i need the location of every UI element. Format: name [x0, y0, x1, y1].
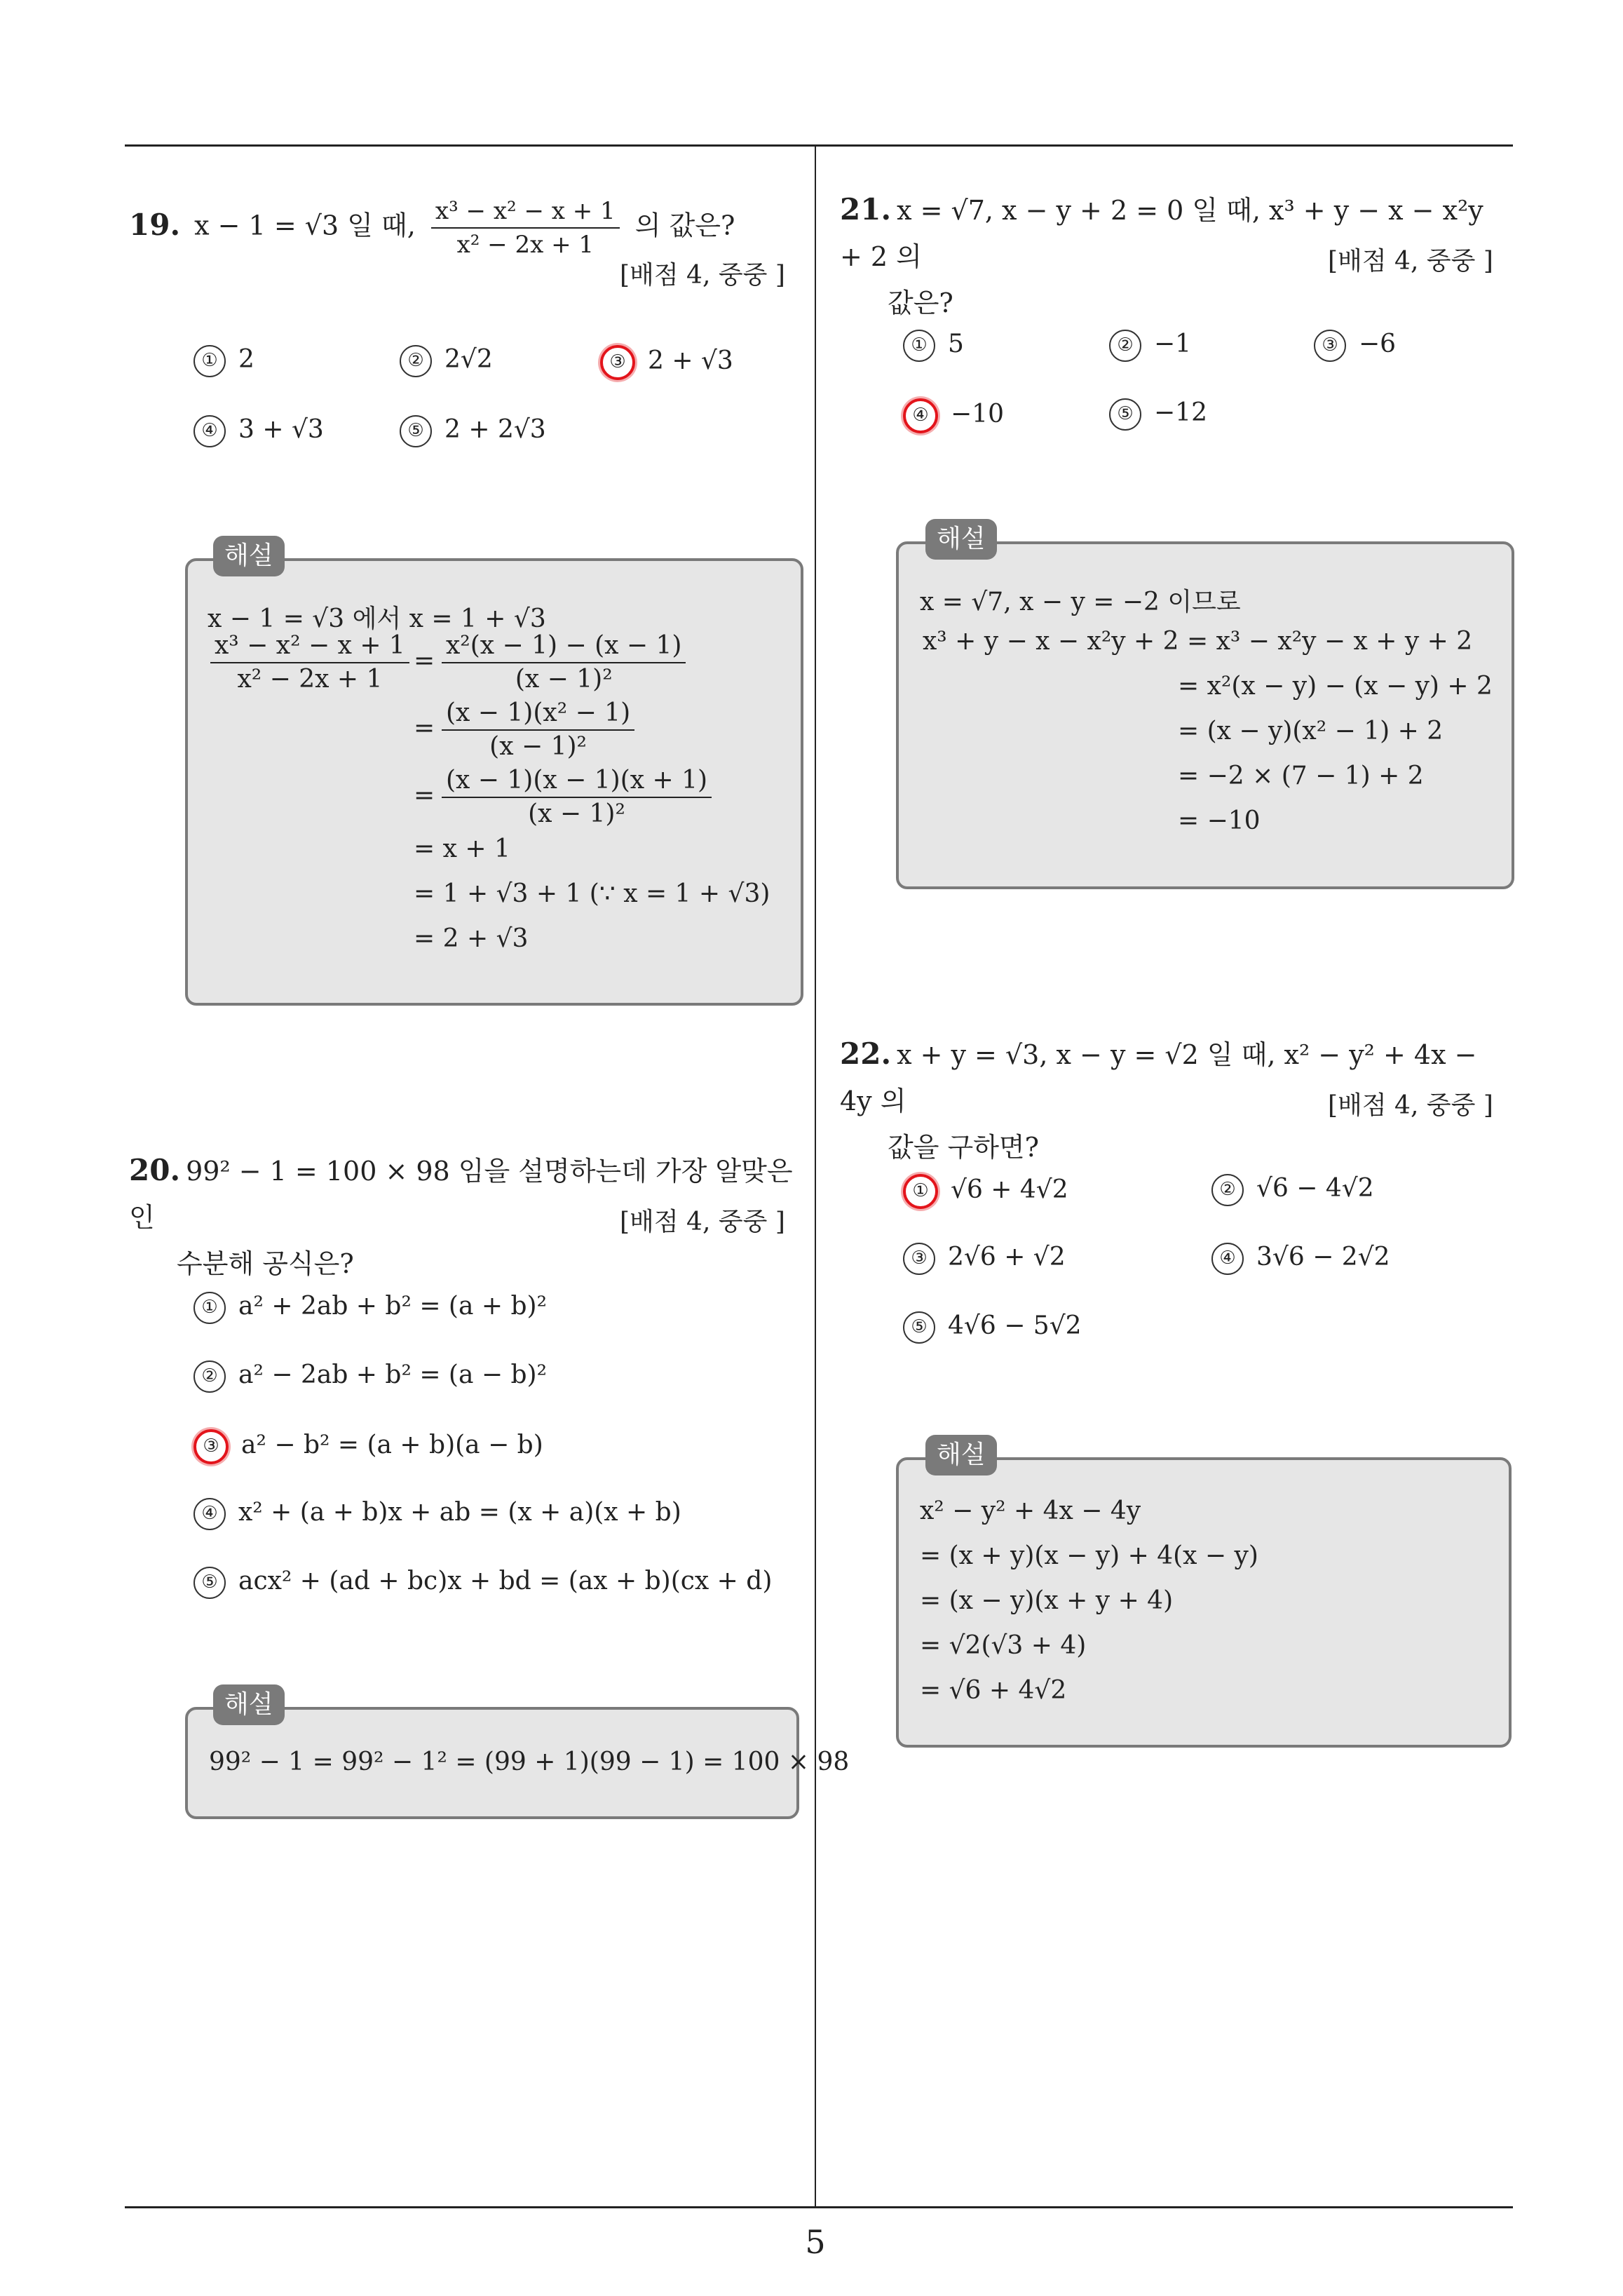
- choice-mark: ⑤: [903, 1311, 935, 1344]
- question-number: 22.: [840, 1036, 892, 1071]
- choice-text: x² + (a + b)x + ab = (x + a)(x + b): [238, 1498, 681, 1527]
- page-number: 5: [805, 2223, 826, 2261]
- score-label: [배점 4, 중중 ]: [1328, 1091, 1493, 1120]
- solution-line: = −2 × (7 − 1) + 2: [1178, 762, 1424, 790]
- fraction-denominator: (x − 1)²: [528, 799, 625, 828]
- choice-text: 2 + 2√3: [444, 415, 546, 444]
- fraction-numerator: x²(x − 1) − (x − 1): [442, 630, 686, 663]
- solution-line: x³ + y − x − x²y + 2 = x³ − x²y − x + y + 2: [923, 627, 1473, 656]
- solution-tab: 해설: [213, 536, 285, 576]
- solution-line: = (x + y)(x − y) + 4(x − y): [920, 1541, 1258, 1570]
- choice-3-selected[interactable]: [193, 1429, 543, 1464]
- choice-text: 2: [238, 345, 254, 374]
- fraction-denominator: (x − 1)²: [515, 665, 613, 694]
- choice-5[interactable]: [903, 1311, 1082, 1344]
- solution-lhs-fraction: [210, 630, 409, 696]
- selected-circle-mark: ③: [193, 1429, 229, 1464]
- choice-mark: ①: [193, 345, 226, 377]
- choice-mark: ②: [1109, 330, 1141, 362]
- fraction-denominator: (x − 1)²: [489, 732, 587, 761]
- score-label: [배점 4, 중중 ]: [620, 261, 785, 290]
- choice-text: 3√6 − 2√2: [1256, 1243, 1390, 1271]
- choice-2[interactable]: [193, 1360, 547, 1393]
- choice-text: acx² + (ad + bc)x + bd = (ax + b)(cx + d): [238, 1567, 773, 1595]
- solution-line: 99² − 1 = 99² − 1² = (99 + 1)(99 − 1) = 100 × 98: [209, 1748, 850, 1776]
- selected-circle-mark: ④: [903, 398, 938, 433]
- choice-1[interactable]: [193, 1292, 547, 1324]
- fraction-numerator: (x − 1)(x − 1)(x + 1): [442, 764, 712, 798]
- choice-mark: ②: [400, 345, 432, 377]
- solution-tab: 해설: [213, 1684, 285, 1725]
- choice-text: a² + 2ab + b² = (a + b)²: [238, 1292, 548, 1321]
- question-text-line2: 값을 구하면?: [888, 1132, 1039, 1163]
- choice-text: √6 + 4√2: [951, 1175, 1068, 1204]
- choice-4[interactable]: [193, 1498, 681, 1530]
- question-text-line2: 값은?: [888, 288, 953, 318]
- selected-circle-mark: ①: [903, 1174, 938, 1209]
- solution-line: = √2(√3 + 4): [920, 1631, 1087, 1660]
- solution-line: = 1 + √3 + 1 (∵ x = 1 + √3): [414, 879, 770, 908]
- choice-mark: ②: [193, 1360, 226, 1393]
- solution-line: = √6 + 4√2: [920, 1676, 1067, 1705]
- choice-3[interactable]: [903, 1243, 1066, 1275]
- solution-fraction-1: [442, 630, 686, 696]
- choice-5[interactable]: [193, 1567, 772, 1599]
- choice-5[interactable]: [400, 415, 546, 447]
- fraction-numerator: x³ − x² − x + 1: [431, 195, 620, 229]
- choice-text: 4√6 − 5√2: [948, 1311, 1082, 1340]
- choice-1-selected[interactable]: [903, 1174, 1068, 1209]
- choice-mark: ⑤: [400, 415, 432, 447]
- choice-3[interactable]: [1314, 330, 1396, 362]
- solution-fraction-3: [442, 764, 712, 830]
- choice-mark: ②: [1211, 1174, 1244, 1206]
- solution-line: x − 1 = √3 에서 x = 1 + √3: [208, 605, 546, 633]
- choice-text: 2√6 + √2: [948, 1243, 1066, 1271]
- choice-4-selected[interactable]: [903, 398, 1004, 433]
- fraction-numerator: x³ − x² − x + 1: [210, 630, 409, 663]
- choice-mark: ④: [1211, 1243, 1244, 1275]
- choice-4[interactable]: [193, 415, 324, 447]
- choice-5[interactable]: [1109, 398, 1207, 431]
- choice-text: 2 + √3: [648, 346, 733, 375]
- selected-circle-mark: ③: [600, 345, 635, 380]
- equals-sign: =: [414, 647, 435, 675]
- question-text: x + y = √3, x − y = √2 일 때, x² − y² + 4x − 4y 의: [840, 1039, 1477, 1116]
- choice-1[interactable]: [193, 345, 254, 377]
- choice-mark: ①: [193, 1292, 226, 1324]
- choice-text: −1: [1154, 330, 1192, 358]
- score-label: [배점 4, 중중 ]: [1328, 247, 1493, 276]
- solution-line: = 2 + √3: [414, 924, 529, 953]
- choice-text: a² − b² = (a + b)(a − b): [241, 1431, 543, 1459]
- column-divider: [815, 146, 816, 2208]
- choice-mark: ⑤: [193, 1567, 226, 1599]
- choice-text: −10: [951, 400, 1004, 428]
- choice-mark: ①: [903, 330, 935, 362]
- top-rule: [125, 144, 1513, 147]
- solution-line: = x + 1: [414, 835, 510, 863]
- choice-mark: ④: [193, 415, 226, 447]
- bottom-rule: [125, 2206, 1513, 2208]
- choice-3-selected[interactable]: [600, 345, 733, 380]
- question-text-line2: 수분해 공식은?: [177, 1248, 354, 1279]
- choice-4[interactable]: [1211, 1243, 1390, 1275]
- question-text-end: 의 값은?: [634, 210, 735, 241]
- choice-text: 2√2: [444, 345, 493, 374]
- fraction-denominator: x² − 2x + 1: [456, 231, 595, 259]
- score-label: [배점 4, 중중 ]: [620, 1208, 785, 1236]
- question-text: x − 1 = √3 일 때,: [194, 210, 416, 241]
- choice-mark: ③: [903, 1243, 935, 1275]
- choice-2[interactable]: [1211, 1174, 1374, 1206]
- choice-mark: ④: [193, 1498, 226, 1530]
- choice-mark: ③: [1314, 330, 1346, 362]
- equals-sign: =: [414, 714, 435, 743]
- fraction-numerator: (x − 1)(x² − 1): [442, 697, 634, 731]
- question-number: 20.: [129, 1153, 181, 1187]
- question-text: 99² − 1 = 100 × 98 임을 설명하는데 가장 알맞은 인: [129, 1156, 793, 1233]
- solution-tab: 해설: [925, 1435, 997, 1475]
- choice-2[interactable]: [1109, 330, 1191, 362]
- solution-fraction-2: [442, 697, 634, 763]
- choice-text: a² − 2ab + b² = (a − b)²: [238, 1360, 548, 1389]
- solution-line: = (x − y)(x + y + 4): [920, 1586, 1174, 1615]
- solution-line: = −10: [1178, 806, 1261, 835]
- choice-text: 3 + √3: [238, 415, 324, 444]
- solution-tab: 해설: [925, 519, 997, 560]
- choice-text: √6 − 4√2: [1256, 1174, 1374, 1203]
- choice-2[interactable]: [400, 345, 493, 377]
- solution-line: x² − y² + 4x − 4y: [920, 1497, 1141, 1525]
- choice-mark: ⑤: [1109, 398, 1141, 431]
- solution-line: = x²(x − y) − (x − y) + 2: [1178, 672, 1493, 701]
- question-19: [129, 195, 802, 261]
- choice-text: −6: [1359, 330, 1397, 358]
- question-fraction: [431, 195, 620, 261]
- question-text: x = √7, x − y + 2 = 0 일 때, x³ + y − x − x²y + 2 의: [840, 195, 1483, 272]
- question-number: 21.: [840, 192, 892, 227]
- choice-text: −12: [1154, 398, 1207, 427]
- question-number: 19.: [129, 207, 181, 242]
- choice-1[interactable]: [903, 330, 964, 362]
- fraction-denominator: x² − 2x + 1: [237, 665, 383, 694]
- solution-line: = (x − y)(x² − 1) + 2: [1178, 717, 1444, 745]
- choice-text: 5: [948, 330, 964, 358]
- solution-line: x = √7, x − y = −2 이므로: [920, 588, 1241, 616]
- equals-sign: =: [414, 781, 435, 810]
